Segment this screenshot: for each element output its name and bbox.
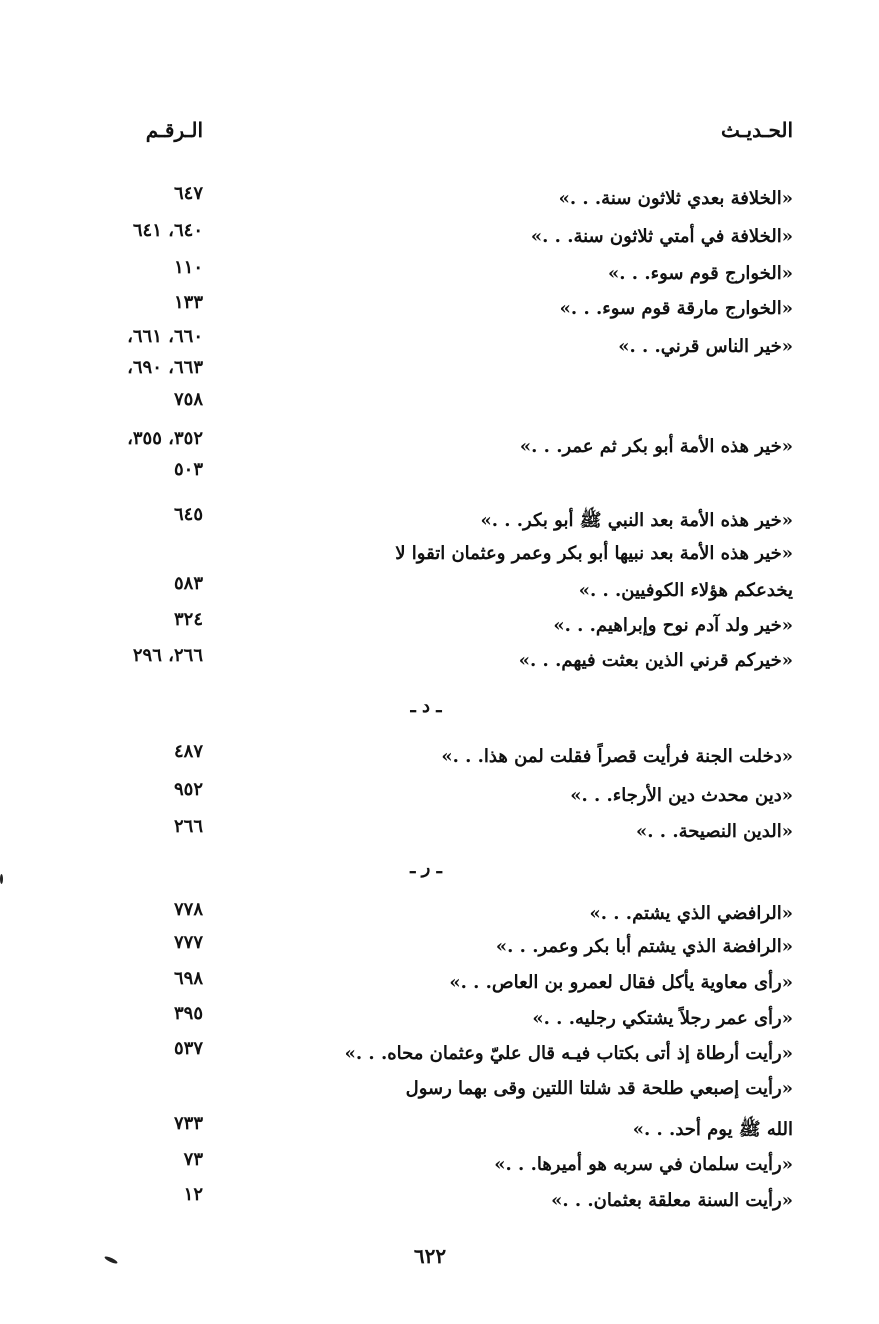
hadith-number: ٣٥٢، ٣٥٥، xyxy=(127,428,203,449)
hadith-number: ٦٩٨ xyxy=(173,968,203,989)
hadith-number: ٧٣٣ xyxy=(173,1113,203,1134)
hadith-entry: «رأى عمر رجلاً يشتكي رجليه. . .» xyxy=(532,1008,793,1029)
hadith-number: ١٢ xyxy=(183,1184,203,1205)
hadith-number: ٦٤٠، ٦٤١ xyxy=(132,220,203,241)
hadith-entry: «خير هذه الأمة أبو بكر ثم عمر. . .» xyxy=(519,436,793,457)
hadith-entry: «الرافضي الذي يشتم. . .» xyxy=(589,903,793,924)
hadith-number: ٢٦٦، ٢٩٦ xyxy=(132,645,203,666)
hadith-entry: «الخلافة بعدي ثلاثون سنة. . .» xyxy=(558,188,793,209)
scan-mark xyxy=(104,1255,118,1265)
hadith-entry: «خير هذه الأمة بعد نبيها أبو بكر وعمر وعثمان اتقوا لا xyxy=(395,543,793,564)
hadith-number: ٧٧٧ xyxy=(173,932,203,953)
hadith-number: ٥٣٧ xyxy=(173,1038,203,1059)
hadith-entry: «رأيت سلمان في سربه هو أميرها. . .» xyxy=(494,1154,793,1175)
hadith-number: ٢٦٦ xyxy=(173,816,203,837)
hadith-number: ٧٣ xyxy=(183,1149,203,1170)
hadith-entry: الله ﷺ يوم أحد. . .» xyxy=(632,1119,793,1140)
hadith-number: ٦٤٧ xyxy=(173,183,203,204)
hadith-number: ٧٥٨ xyxy=(173,389,203,410)
hadith-entry: «دين محدث دين الأرجاء. . .» xyxy=(570,785,793,806)
hadith-number: ٣٩٥ xyxy=(173,1003,203,1024)
hadith-entry: «رأيت السنة معلقة بعثمان. . .» xyxy=(551,1190,793,1211)
hadith-entry: «الخوارج قوم سوء. . .» xyxy=(608,263,793,284)
hadith-entry: «الرافضة الذي يشتم أبا بكر وعمر. . .» xyxy=(495,936,793,957)
hadith-entry: «الدين النصيحة. . .» xyxy=(636,821,793,842)
scan-mark xyxy=(0,874,3,884)
column-header-hadith: الحـديـث xyxy=(721,118,793,142)
hadith-number: ٩٥٢ xyxy=(173,779,203,800)
hadith-entry: «رأيت أرطاة إذ أتى بكتاب فيـه قال عليّ وعثمان محاه. . .» xyxy=(344,1043,793,1064)
hadith-number: ٤٨٧ xyxy=(173,741,203,762)
hadith-number: ١٣٣ xyxy=(173,292,203,313)
hadith-entry: «دخلت الجنة فرأيت قصراً فقلت لمن هذا. . .» xyxy=(441,746,793,767)
section-heading-dal: ـ د ـ xyxy=(410,696,442,717)
hadith-entry: «رأيت إصبعي طلحة قد شلتا اللتين وقى بهما رسول xyxy=(405,1078,793,1099)
hadith-entry: «خيركم قرني الذين بعثت فيهم. . .» xyxy=(518,650,793,671)
page-number: ٦٢٢ xyxy=(413,1244,447,1268)
hadith-number: ٧٧٨ xyxy=(173,899,203,920)
hadith-entry: يخدعكم هؤلاء الكوفيين. . .» xyxy=(578,580,793,601)
hadith-number: ٦٤٥ xyxy=(173,504,203,525)
hadith-number: ٦٦٠، ٦٦١، xyxy=(127,326,203,347)
hadith-entry: «خير هذه الأمة بعد النبي ﷺ أبو بكر. . .» xyxy=(480,510,793,531)
column-header-number: الـرقـم xyxy=(145,118,203,142)
hadith-number: ١١٠ xyxy=(173,257,203,278)
hadith-number: ٥٠٣ xyxy=(173,459,203,480)
hadith-entry: «رأى معاوية يأكل فقال لعمرو بن العاص. . .» xyxy=(449,972,793,993)
hadith-number: ٥٨٣ xyxy=(173,573,203,594)
hadith-entry: «خير ولد آدم نوح وإبراهيم. . .» xyxy=(553,615,793,636)
hadith-number: ٦٦٣، ٦٩٠، xyxy=(127,357,203,378)
hadith-entry: «الخوارج مارقة قوم سوء. . .» xyxy=(559,298,793,319)
hadith-entry: «خير الناس قرني. . .» xyxy=(618,336,793,357)
section-heading-ra: ـ ر ـ xyxy=(410,857,442,878)
hadith-entry: «الخلافة في أمتي ثلاثون سنة. . .» xyxy=(530,226,793,247)
hadith-number: ٣٢٤ xyxy=(173,609,203,630)
